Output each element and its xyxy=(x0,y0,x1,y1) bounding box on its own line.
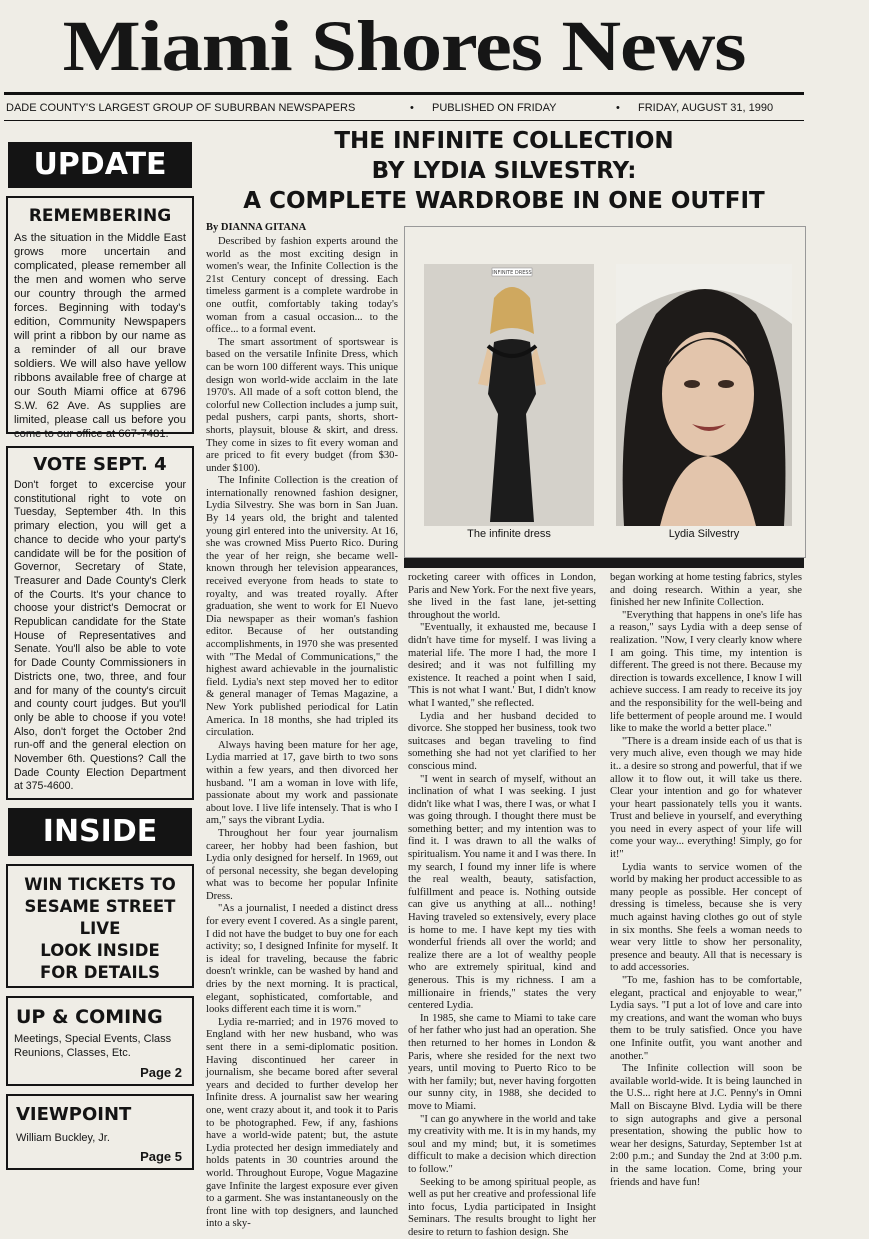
col3-paragraph: "There is a dream inside each of us that is very much alive, even though we may hide it.. a desire so strong and powerful, that if we allow it to flow out, it will take us there. Clear your intention and go for whatever your heart passionately tells you it wants. Trust and believe in yourself, and everything you need in every aspect of your life will come your way... everything! Simply, go for it!" xyxy=(610,736,802,862)
photo-bottom-bar xyxy=(404,558,804,568)
col2-paragraph: "I can go anywhere in the world and take my creativity with me. It is in my hands, my soul and my mind; but, it is sometimes difficult to make a decision which direction to follow." xyxy=(408,1114,596,1177)
col1-paragraph: The Infinite Collection is the creation of internationally renowned fashion designer, Lydia Silvestry. She was born in San Juan. By 14 years old, the bright and talented young girl entered into the university. At 16, she was crowned Miss Puerto Rico. During the year of her reign, she became well-known through her television appearances, received everyone from heads to state to royalty, and was treated royally. After graduation, she went to work for El Nuevo Dia newspaper as their woman's fashion editor. Because of her outstanding accomplishments, in 1970 she was presented with "The Medal of Communications," the highest award achievable in the journalistic field. Lydia's next step moved her to editor & general manager of Temas Magazine, a New York published periodical for Latin America. In 18 months, she had tripled its circulation. xyxy=(206,475,398,739)
headline-line-2: BY LYDIA SILVESTRY: xyxy=(202,156,806,186)
col1-paragraph: The smart assortment of sportswear is based on the versatile Infinite Dress, which can be worn 100 different ways. This unique design won world-wide acclaim in the late 1970's. All made of a soft cotton blend, the colorful new Collection includes a jump suit, pedal pushers, carpi pants, shorts, short-shorts, playsuit, blouse & skirt, and dress. They come in sizes to fit every woman and are priced to fit every budget (from $30-under $100). xyxy=(206,337,398,476)
upcoming-body: Meetings, Special Events, Class Reunions, Classes, Etc. xyxy=(14,1032,186,1060)
remembering-title: REMEMBERING xyxy=(8,206,192,226)
col2-paragraph: "Eventually, it exhausted me, because I didn't have time for myself. I was living a material life. The more I had, the more I desired; and it was not fulfilling my existence. It reached a point when I said, 'This is not what I want.' But, I didn't know what I wanted," she reflected. xyxy=(408,622,596,710)
upcoming-page: Page 2 xyxy=(140,1065,182,1080)
col2-paragraph: Seeking to be among spiritual people, as well as put her creative and professional life into focus, Lydia participated in Insight Seminars. The results brought to light her desire to return to fashion design. She xyxy=(408,1177,596,1239)
update-banner: UPDATE xyxy=(8,142,192,188)
dateline-rule xyxy=(4,120,804,121)
viewpoint-body: William Buckley, Jr. xyxy=(16,1131,186,1145)
col1-paragraph: Lydia re-married; and in 1976 moved to England with her new husband, who was sent there in a semi-diplomatic position. Having discontinued her career in journalism, she became bored after several years and decided to further develop her Infinite dress. A journalist saw her wearing one, went crazy about it, and took it to Paris to be photographed. Few, if any, fashions have a world-wide patent; but, the astute Lydia protected her design immediately and holds patents in 30 countries around the world. Throughout Europe, Vogue Magazine gave Infinite the largest exposure ever given to a garment. She was instantaneously on the front line with top designers, and launched into a sky- xyxy=(206,1017,398,1231)
tagline: DADE COUNTY'S LARGEST GROUP OF SUBURBAN NEWSPAPERS xyxy=(6,98,355,118)
inside-banner: INSIDE xyxy=(8,808,192,856)
bullet-1: • xyxy=(410,98,414,118)
col3-paragraph: "To me, fashion has to be comfortable, elegant, practical and enjoyable to wear," Lydia says. "I put a lot of love and care into my creations, and want the woman who buys them to be truly satisfied. Once you have one Infinite outfit, you want another and another." xyxy=(610,975,802,1063)
viewpoint-box[interactable] xyxy=(6,1094,194,1170)
col3-paragraph: "Everything that happens in one's life has a reason," says Lydia with a deep sense of realization. "Now, I very clearly know where I am going. This time, my intention is different. The greed is not there. Because my direction is towards excellence, I know I will achieve success. I am ready to receive its joy and the responsibility for the well-being and life betterment of people around me. I would like to make the world a better place." xyxy=(610,610,802,736)
vote-box xyxy=(6,446,194,800)
tickets-line-5: FOR DETAILS xyxy=(8,962,192,984)
bullet-2: • xyxy=(616,98,620,118)
article-column-3 xyxy=(610,572,802,1198)
publication-day: PUBLISHED ON FRIDAY xyxy=(432,98,557,118)
tickets-line-2: SESAME STREET xyxy=(8,896,192,918)
viewpoint-page: Page 5 xyxy=(140,1149,182,1164)
remembering-box xyxy=(6,196,194,434)
remembering-body: As the situation in the Middle East grows more uncertain and complicated, please remember all the men and women who serve our country through the armed forces. Beginning with today's edition, Community Newspapers will print a ribbon by our name as a reminder of all our brave soldiers. We will also have yellow ribbons available free of charge at our South Miami office at 6796 S.W. 62 Ave. As supplies are limited, please call us before you come to our office at 667-7481. xyxy=(14,231,186,441)
article-column-2 xyxy=(408,572,596,1198)
tickets-line-3: LIVE xyxy=(8,918,192,940)
tickets-line-4: LOOK INSIDE xyxy=(8,940,192,962)
vote-body: Don't forget to excercise your constitutional right to vote on Tuesday, September 4th. In this primary election, you will get a chance to decide who your party's candidate will be for the position of Governor, Secretary of State, Treasurer and Dade County's Clerk of the Courts. It's your chance to choose your district's Democrat or Republican candidate for the State House of Representatives and Senate. You'll also be able to vote for Dade County Commissioners in Districts one, two, three, and four and for many of the county's circuit and county court judges. But you'll only be able to choose if you vote! Also, don't forget the October 2nd run-off and the general election on November 6th. Questions? Call the Dade County Election Department at 375-4600. xyxy=(14,479,186,794)
vote-title: VOTE SEPT. 4 xyxy=(8,454,192,475)
caption-infinite-dress: The infinite dress xyxy=(424,528,594,540)
photo-lydia-silvestry xyxy=(616,264,792,526)
headline-line-1: THE INFINITE COLLECTION xyxy=(202,126,806,156)
article-headline xyxy=(202,126,806,222)
col2-paragraph: Lydia and her husband decided to divorce. She stopped her business, took two suitcases and began traveling to find something she had not yet clarified to her conscious mind. xyxy=(408,711,596,774)
col3-paragraph: Lydia wants to service women of the world by making her product accessible to as many people as possible. Her concept of dressing is timeless, because she is very much against having clothes go out of style in six months. She feels a woman needs to wear very little to show her personality, presence and beauty. All that is necessary is to add accessories. xyxy=(610,862,802,975)
col1-paragraph: Throughout her four year journalism career, her hobby had been fashion, but Lydia only designed for herself. In 1969, out of personal necessity, she began developing what was to become her popular Infinite Dress. xyxy=(206,828,398,904)
byline: By DIANNA GITANA xyxy=(206,222,396,233)
upcoming-box[interactable] xyxy=(6,996,194,1086)
tickets-box[interactable] xyxy=(6,864,194,988)
viewpoint-title: VIEWPOINT xyxy=(16,1104,192,1125)
issue-date: FRIDAY, AUGUST 31, 1990 xyxy=(638,98,773,118)
col2-paragraph: In 1985, she came to Miami to take care of her father who just had an operation. She then returned to her homes in London & Paris, where she resided for the next two years, until moving to Puerto Rico to be with her family; but, never having forgotten our sunny city, in 1988, she decided to move to Miami. xyxy=(408,1013,596,1114)
upcoming-title: UP & COMING xyxy=(16,1006,192,1028)
col3-paragraph: The Infinite collection will soon be available world-wide. It is being launched in the U.S... right here at J.C. Penny's in Omni Mall on Biscayne Blvd. Lydia will be there to sign autographs and give a personal presentation, showing the public how to wear her designs, Saturday, September 1st at 2:00 p.m.; and Sunday the 2nd at 3:00 p.m. in the same location. Come, bring your friends and have fun! xyxy=(610,1063,802,1189)
photo-dress-label: INFINITE DRESS xyxy=(492,270,531,276)
tickets-line-1: WIN TICKETS TO xyxy=(8,874,192,896)
col1-paragraph: Always having been mature for her age, Lydia married at 17, gave birth to two sons within a few years, and then divorced her husband. "I am a woman in love with life, passionate about my work and passionate about love. I live life intensely. That is who I am," says the vibrant Lydia. xyxy=(206,740,398,828)
photo-infinite-dress xyxy=(424,264,594,526)
dateline xyxy=(4,98,804,118)
col1-paragraph: Described by fashion experts around the world as the most exciting design in women's wear, the Infinite Collection is the 21st Century concept of dressing. Each timeless garment is a complete wardrobe in one outfit, comfortably taking today's woman from a casual occasion... to the office... to a formal event. xyxy=(206,236,398,337)
caption-lydia-silvestry: Lydia Silvestry xyxy=(616,528,792,540)
article-column-1 xyxy=(206,236,398,1198)
masthead-title: Miami Shores News xyxy=(0,0,869,92)
col3-paragraph: began working at home testing fabrics, styles and doing research. Within a year, she finished her new Infinite Collection. xyxy=(610,572,802,610)
col2-paragraph: "I went in search of myself, without an inclination of what I was seeking. I just didn't like what I was, there I was, or what I was going through. I thought there must be something better; and my intention was to find it. I was drawn to all the walks of spiritualism. You name it and I was there. In my search, I found my inner life is where the real wealth, beauty, satisfaction, fulfillment and peace is. Nothing outside can give us anything at all... nothing! Having traveled so extensively, every place is home to me. I have kept my ties with wonderful friends all over the world; and realize there are a lot of wealthy people who are extremely spiritual, kind and generous. This is my richness. I am a millionaire in friends," states the very centered Lydia. xyxy=(408,774,596,1013)
col1-paragraph: "As a journalist, I needed a distinct dress for every event I covered. As a single parent, I did not have the budget to buy one for each activity; so, I designed Infinite for myself. It is ideal for traveling, because the fabric doesn't wrinkle, can be washed by hand and dries by the next morning. It is practical, elegant, sophisticated, comfortable, and looks different each time it is worn." xyxy=(206,903,398,1016)
col2-paragraph: rocketing career with offices in London, Paris and New York. For the next five years, she lived in the fast lane, jet-setting throughout the world. xyxy=(408,572,596,622)
headline-line-3: A COMPLETE WARDROBE IN ONE OUTFIT xyxy=(202,186,806,216)
masthead-rule xyxy=(4,92,804,95)
